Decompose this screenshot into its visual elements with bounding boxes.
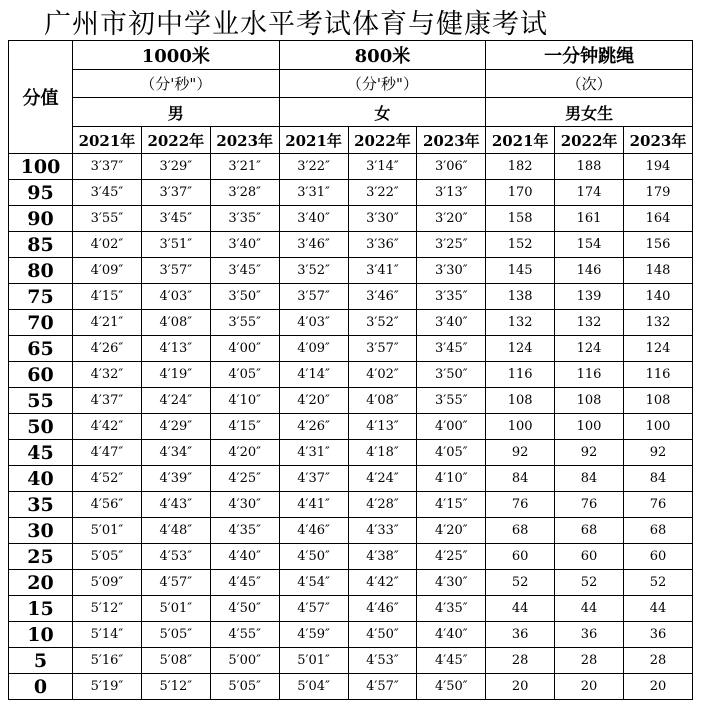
value-cell: 3′22″ (279, 154, 348, 180)
value-cell: 5′00″ (210, 648, 279, 674)
year-header: 2021年 (486, 127, 555, 154)
score-cell: 85 (9, 232, 73, 258)
value-cell: 100 (486, 414, 555, 440)
score-cell: 20 (9, 570, 73, 596)
value-cell: 4′15″ (417, 492, 486, 518)
table-row (9, 154, 693, 180)
value-cell: 146 (555, 258, 624, 284)
value-cell: 108 (624, 388, 693, 414)
value-cell: 4′09″ (279, 336, 348, 362)
value-cell: 132 (624, 310, 693, 336)
value-cell: 4′20″ (279, 388, 348, 414)
value-cell: 4′05″ (417, 440, 486, 466)
value-cell: 154 (555, 232, 624, 258)
value-cell: 76 (624, 492, 693, 518)
score-cell: 50 (9, 414, 73, 440)
table-row (9, 648, 693, 674)
value-cell: 5′01″ (279, 648, 348, 674)
value-cell: 4′45″ (417, 648, 486, 674)
score-cell: 25 (9, 544, 73, 570)
value-cell: 4′20″ (210, 440, 279, 466)
table-row (9, 414, 693, 440)
value-cell: 3′31″ (279, 180, 348, 206)
value-cell: 92 (486, 440, 555, 466)
value-cell: 4′50″ (348, 622, 417, 648)
value-cell: 3′35″ (417, 284, 486, 310)
value-cell: 132 (555, 310, 624, 336)
value-cell: 4′03″ (141, 284, 210, 310)
table-row (9, 206, 693, 232)
value-cell: 5′05″ (210, 674, 279, 700)
value-cell: 179 (624, 180, 693, 206)
group-header-jump-rope: 一分钟跳绳 (486, 41, 693, 70)
value-cell: 4′53″ (348, 648, 417, 674)
score-cell: 10 (9, 622, 73, 648)
value-cell: 4′57″ (141, 570, 210, 596)
value-cell: 52 (486, 570, 555, 596)
value-cell: 44 (624, 596, 693, 622)
value-cell: 5′14″ (73, 622, 142, 648)
value-cell: 5′19″ (73, 674, 142, 700)
value-cell: 5′12″ (141, 674, 210, 700)
score-table (8, 40, 693, 700)
value-cell: 28 (624, 648, 693, 674)
value-cell: 5′08″ (141, 648, 210, 674)
value-cell: 4′50″ (210, 596, 279, 622)
score-cell: 40 (9, 466, 73, 492)
value-cell: 4′28″ (348, 492, 417, 518)
value-cell: 4′02″ (73, 232, 142, 258)
table-row (9, 232, 693, 258)
value-cell: 148 (624, 258, 693, 284)
score-cell: 95 (9, 180, 73, 206)
value-cell: 4′10″ (210, 388, 279, 414)
value-cell: 4′24″ (141, 388, 210, 414)
value-cell: 36 (555, 622, 624, 648)
value-cell: 3′35″ (210, 206, 279, 232)
value-cell: 5′09″ (73, 570, 142, 596)
value-cell: 4′09″ (73, 258, 142, 284)
gender-jump-rope: 男女生 (486, 98, 693, 127)
value-cell: 3′21″ (210, 154, 279, 180)
value-cell: 5′05″ (141, 622, 210, 648)
year-header: 2022年 (348, 127, 417, 154)
value-cell: 4′08″ (141, 310, 210, 336)
value-cell: 4′35″ (210, 518, 279, 544)
value-cell: 4′56″ (73, 492, 142, 518)
value-cell: 4′25″ (417, 544, 486, 570)
value-cell: 3′45″ (417, 336, 486, 362)
score-cell: 0 (9, 674, 73, 700)
value-cell: 44 (555, 596, 624, 622)
table-row (9, 362, 693, 388)
value-cell: 4′29″ (141, 414, 210, 440)
value-cell: 124 (486, 336, 555, 362)
value-cell: 4′53″ (141, 544, 210, 570)
value-cell: 174 (555, 180, 624, 206)
score-cell: 30 (9, 518, 73, 544)
score-column-header: 分值 (9, 41, 73, 154)
value-cell: 3′40″ (417, 310, 486, 336)
value-cell: 4′57″ (279, 596, 348, 622)
value-cell: 4′18″ (348, 440, 417, 466)
value-cell: 4′37″ (279, 466, 348, 492)
score-cell: 90 (9, 206, 73, 232)
value-cell: 4′21″ (73, 310, 142, 336)
value-cell: 20 (486, 674, 555, 700)
value-cell: 3′41″ (348, 258, 417, 284)
value-cell: 3′52″ (279, 258, 348, 284)
gender-1000m: 男 (73, 98, 280, 127)
score-cell: 5 (9, 648, 73, 674)
value-cell: 68 (624, 518, 693, 544)
value-cell: 3′45″ (73, 180, 142, 206)
year-header: 2023年 (417, 127, 486, 154)
value-cell: 4′05″ (210, 362, 279, 388)
value-cell: 116 (486, 362, 555, 388)
value-cell: 92 (555, 440, 624, 466)
document-title: 广州市初中学业水平考试体育与健康考试 (44, 9, 548, 40)
value-cell: 4′48″ (141, 518, 210, 544)
value-cell: 44 (486, 596, 555, 622)
value-cell: 4′03″ (279, 310, 348, 336)
value-cell: 3′36″ (348, 232, 417, 258)
value-cell: 4′24″ (348, 466, 417, 492)
gender-800m: 女 (279, 98, 486, 127)
value-cell: 139 (555, 284, 624, 310)
value-cell: 92 (624, 440, 693, 466)
year-header: 2023年 (624, 127, 693, 154)
value-cell: 3′20″ (417, 206, 486, 232)
value-cell: 3′13″ (417, 180, 486, 206)
value-cell: 5′01″ (73, 518, 142, 544)
year-header: 2023年 (210, 127, 279, 154)
value-cell: 20 (624, 674, 693, 700)
value-cell: 3′25″ (417, 232, 486, 258)
unit-1000m: （分'秒"） (73, 70, 280, 98)
value-cell: 3′30″ (417, 258, 486, 284)
value-cell: 164 (624, 206, 693, 232)
value-cell: 3′45″ (210, 258, 279, 284)
value-cell: 116 (555, 362, 624, 388)
table-row (9, 518, 693, 544)
value-cell: 3′45″ (141, 206, 210, 232)
value-cell: 4′59″ (279, 622, 348, 648)
value-cell: 4′02″ (348, 362, 417, 388)
value-cell: 3′14″ (348, 154, 417, 180)
value-cell: 108 (486, 388, 555, 414)
year-header: 2021年 (279, 127, 348, 154)
value-cell: 100 (624, 414, 693, 440)
value-cell: 161 (555, 206, 624, 232)
value-cell: 4′32″ (73, 362, 142, 388)
value-cell: 84 (555, 466, 624, 492)
group-header-1000m: 1000米 (73, 41, 280, 70)
table-row (9, 388, 693, 414)
value-cell: 3′30″ (348, 206, 417, 232)
table-row (9, 674, 693, 700)
value-cell: 3′06″ (417, 154, 486, 180)
value-cell: 4′30″ (417, 570, 486, 596)
value-cell: 52 (555, 570, 624, 596)
value-cell: 52 (624, 570, 693, 596)
table-row (9, 258, 693, 284)
value-cell: 4′50″ (279, 544, 348, 570)
score-cell: 35 (9, 492, 73, 518)
table-row (9, 336, 693, 362)
value-cell: 124 (624, 336, 693, 362)
value-cell: 4′14″ (279, 362, 348, 388)
value-cell: 170 (486, 180, 555, 206)
value-cell: 76 (555, 492, 624, 518)
score-cell: 70 (9, 310, 73, 336)
value-cell: 4′30″ (210, 492, 279, 518)
value-cell: 4′26″ (73, 336, 142, 362)
table-row (9, 570, 693, 596)
value-cell: 156 (624, 232, 693, 258)
value-cell: 3′55″ (73, 206, 142, 232)
value-cell: 3′40″ (210, 232, 279, 258)
value-cell: 4′35″ (417, 596, 486, 622)
value-cell: 4′40″ (210, 544, 279, 570)
value-cell: 4′34″ (141, 440, 210, 466)
value-cell: 4′50″ (417, 674, 486, 700)
value-cell: 76 (486, 492, 555, 518)
value-cell: 4′40″ (417, 622, 486, 648)
value-cell: 4′43″ (141, 492, 210, 518)
value-cell: 3′57″ (279, 284, 348, 310)
value-cell: 4′46″ (348, 596, 417, 622)
score-cell: 60 (9, 362, 73, 388)
table-row (9, 544, 693, 570)
value-cell: 36 (486, 622, 555, 648)
value-cell: 4′54″ (279, 570, 348, 596)
value-cell: 4′19″ (141, 362, 210, 388)
value-cell: 4′33″ (348, 518, 417, 544)
value-cell: 20 (555, 674, 624, 700)
value-cell: 68 (486, 518, 555, 544)
value-cell: 3′50″ (210, 284, 279, 310)
value-cell: 60 (624, 544, 693, 570)
value-cell: 5′01″ (141, 596, 210, 622)
value-cell: 3′52″ (348, 310, 417, 336)
score-cell: 100 (9, 154, 73, 180)
table-row (9, 284, 693, 310)
value-cell: 3′55″ (417, 388, 486, 414)
value-cell: 3′57″ (348, 336, 417, 362)
score-cell: 75 (9, 284, 73, 310)
value-cell: 4′47″ (73, 440, 142, 466)
value-cell: 3′37″ (73, 154, 142, 180)
value-cell: 138 (486, 284, 555, 310)
value-cell: 182 (486, 154, 555, 180)
table-body (9, 154, 693, 700)
value-cell: 3′28″ (210, 180, 279, 206)
value-cell: 5′05″ (73, 544, 142, 570)
value-cell: 3′40″ (279, 206, 348, 232)
value-cell: 4′41″ (279, 492, 348, 518)
value-cell: 4′10″ (417, 466, 486, 492)
value-cell: 4′42″ (73, 414, 142, 440)
value-cell: 4′55″ (210, 622, 279, 648)
table-row (9, 180, 693, 206)
value-cell: 4′00″ (417, 414, 486, 440)
value-cell: 4′31″ (279, 440, 348, 466)
value-cell: 158 (486, 206, 555, 232)
value-cell: 4′08″ (348, 388, 417, 414)
value-cell: 84 (624, 466, 693, 492)
value-cell: 4′13″ (141, 336, 210, 362)
value-cell: 5′16″ (73, 648, 142, 674)
value-cell: 108 (555, 388, 624, 414)
value-cell: 28 (486, 648, 555, 674)
value-cell: 116 (624, 362, 693, 388)
value-cell: 3′37″ (141, 180, 210, 206)
value-cell: 5′12″ (73, 596, 142, 622)
table-row (9, 622, 693, 648)
year-header: 2022年 (555, 127, 624, 154)
value-cell: 68 (555, 518, 624, 544)
value-cell: 4′38″ (348, 544, 417, 570)
value-cell: 4′15″ (73, 284, 142, 310)
value-cell: 4′00″ (210, 336, 279, 362)
value-cell: 4′42″ (348, 570, 417, 596)
year-header: 2022年 (141, 127, 210, 154)
value-cell: 3′22″ (348, 180, 417, 206)
value-cell: 3′50″ (417, 362, 486, 388)
group-header-800m: 800米 (279, 41, 486, 70)
table-row (9, 310, 693, 336)
value-cell: 84 (486, 466, 555, 492)
value-cell: 60 (486, 544, 555, 570)
value-cell: 4′26″ (279, 414, 348, 440)
year-header: 2021年 (73, 127, 142, 154)
value-cell: 194 (624, 154, 693, 180)
unit-800m: （分'秒"） (279, 70, 486, 98)
value-cell: 4′20″ (417, 518, 486, 544)
value-cell: 28 (555, 648, 624, 674)
value-cell: 4′39″ (141, 466, 210, 492)
table-row (9, 596, 693, 622)
value-cell: 152 (486, 232, 555, 258)
value-cell: 3′46″ (279, 232, 348, 258)
score-cell: 45 (9, 440, 73, 466)
score-cell: 55 (9, 388, 73, 414)
value-cell: 3′55″ (210, 310, 279, 336)
value-cell: 4′57″ (348, 674, 417, 700)
table-row (9, 466, 693, 492)
value-cell: 4′46″ (279, 518, 348, 544)
value-cell: 36 (624, 622, 693, 648)
value-cell: 4′45″ (210, 570, 279, 596)
value-cell: 3′46″ (348, 284, 417, 310)
table-row (9, 440, 693, 466)
value-cell: 4′25″ (210, 466, 279, 492)
value-cell: 132 (486, 310, 555, 336)
value-cell: 124 (555, 336, 624, 362)
value-cell: 140 (624, 284, 693, 310)
value-cell: 4′37″ (73, 388, 142, 414)
score-cell: 80 (9, 258, 73, 284)
value-cell: 100 (555, 414, 624, 440)
value-cell: 4′15″ (210, 414, 279, 440)
value-cell: 3′29″ (141, 154, 210, 180)
value-cell: 3′57″ (141, 258, 210, 284)
unit-jump-rope: （次） (486, 70, 693, 98)
value-cell: 188 (555, 154, 624, 180)
score-cell: 65 (9, 336, 73, 362)
score-cell: 15 (9, 596, 73, 622)
value-cell: 60 (555, 544, 624, 570)
table-row (9, 492, 693, 518)
value-cell: 3′51″ (141, 232, 210, 258)
value-cell: 5′04″ (279, 674, 348, 700)
value-cell: 4′13″ (348, 414, 417, 440)
value-cell: 145 (486, 258, 555, 284)
value-cell: 4′52″ (73, 466, 142, 492)
